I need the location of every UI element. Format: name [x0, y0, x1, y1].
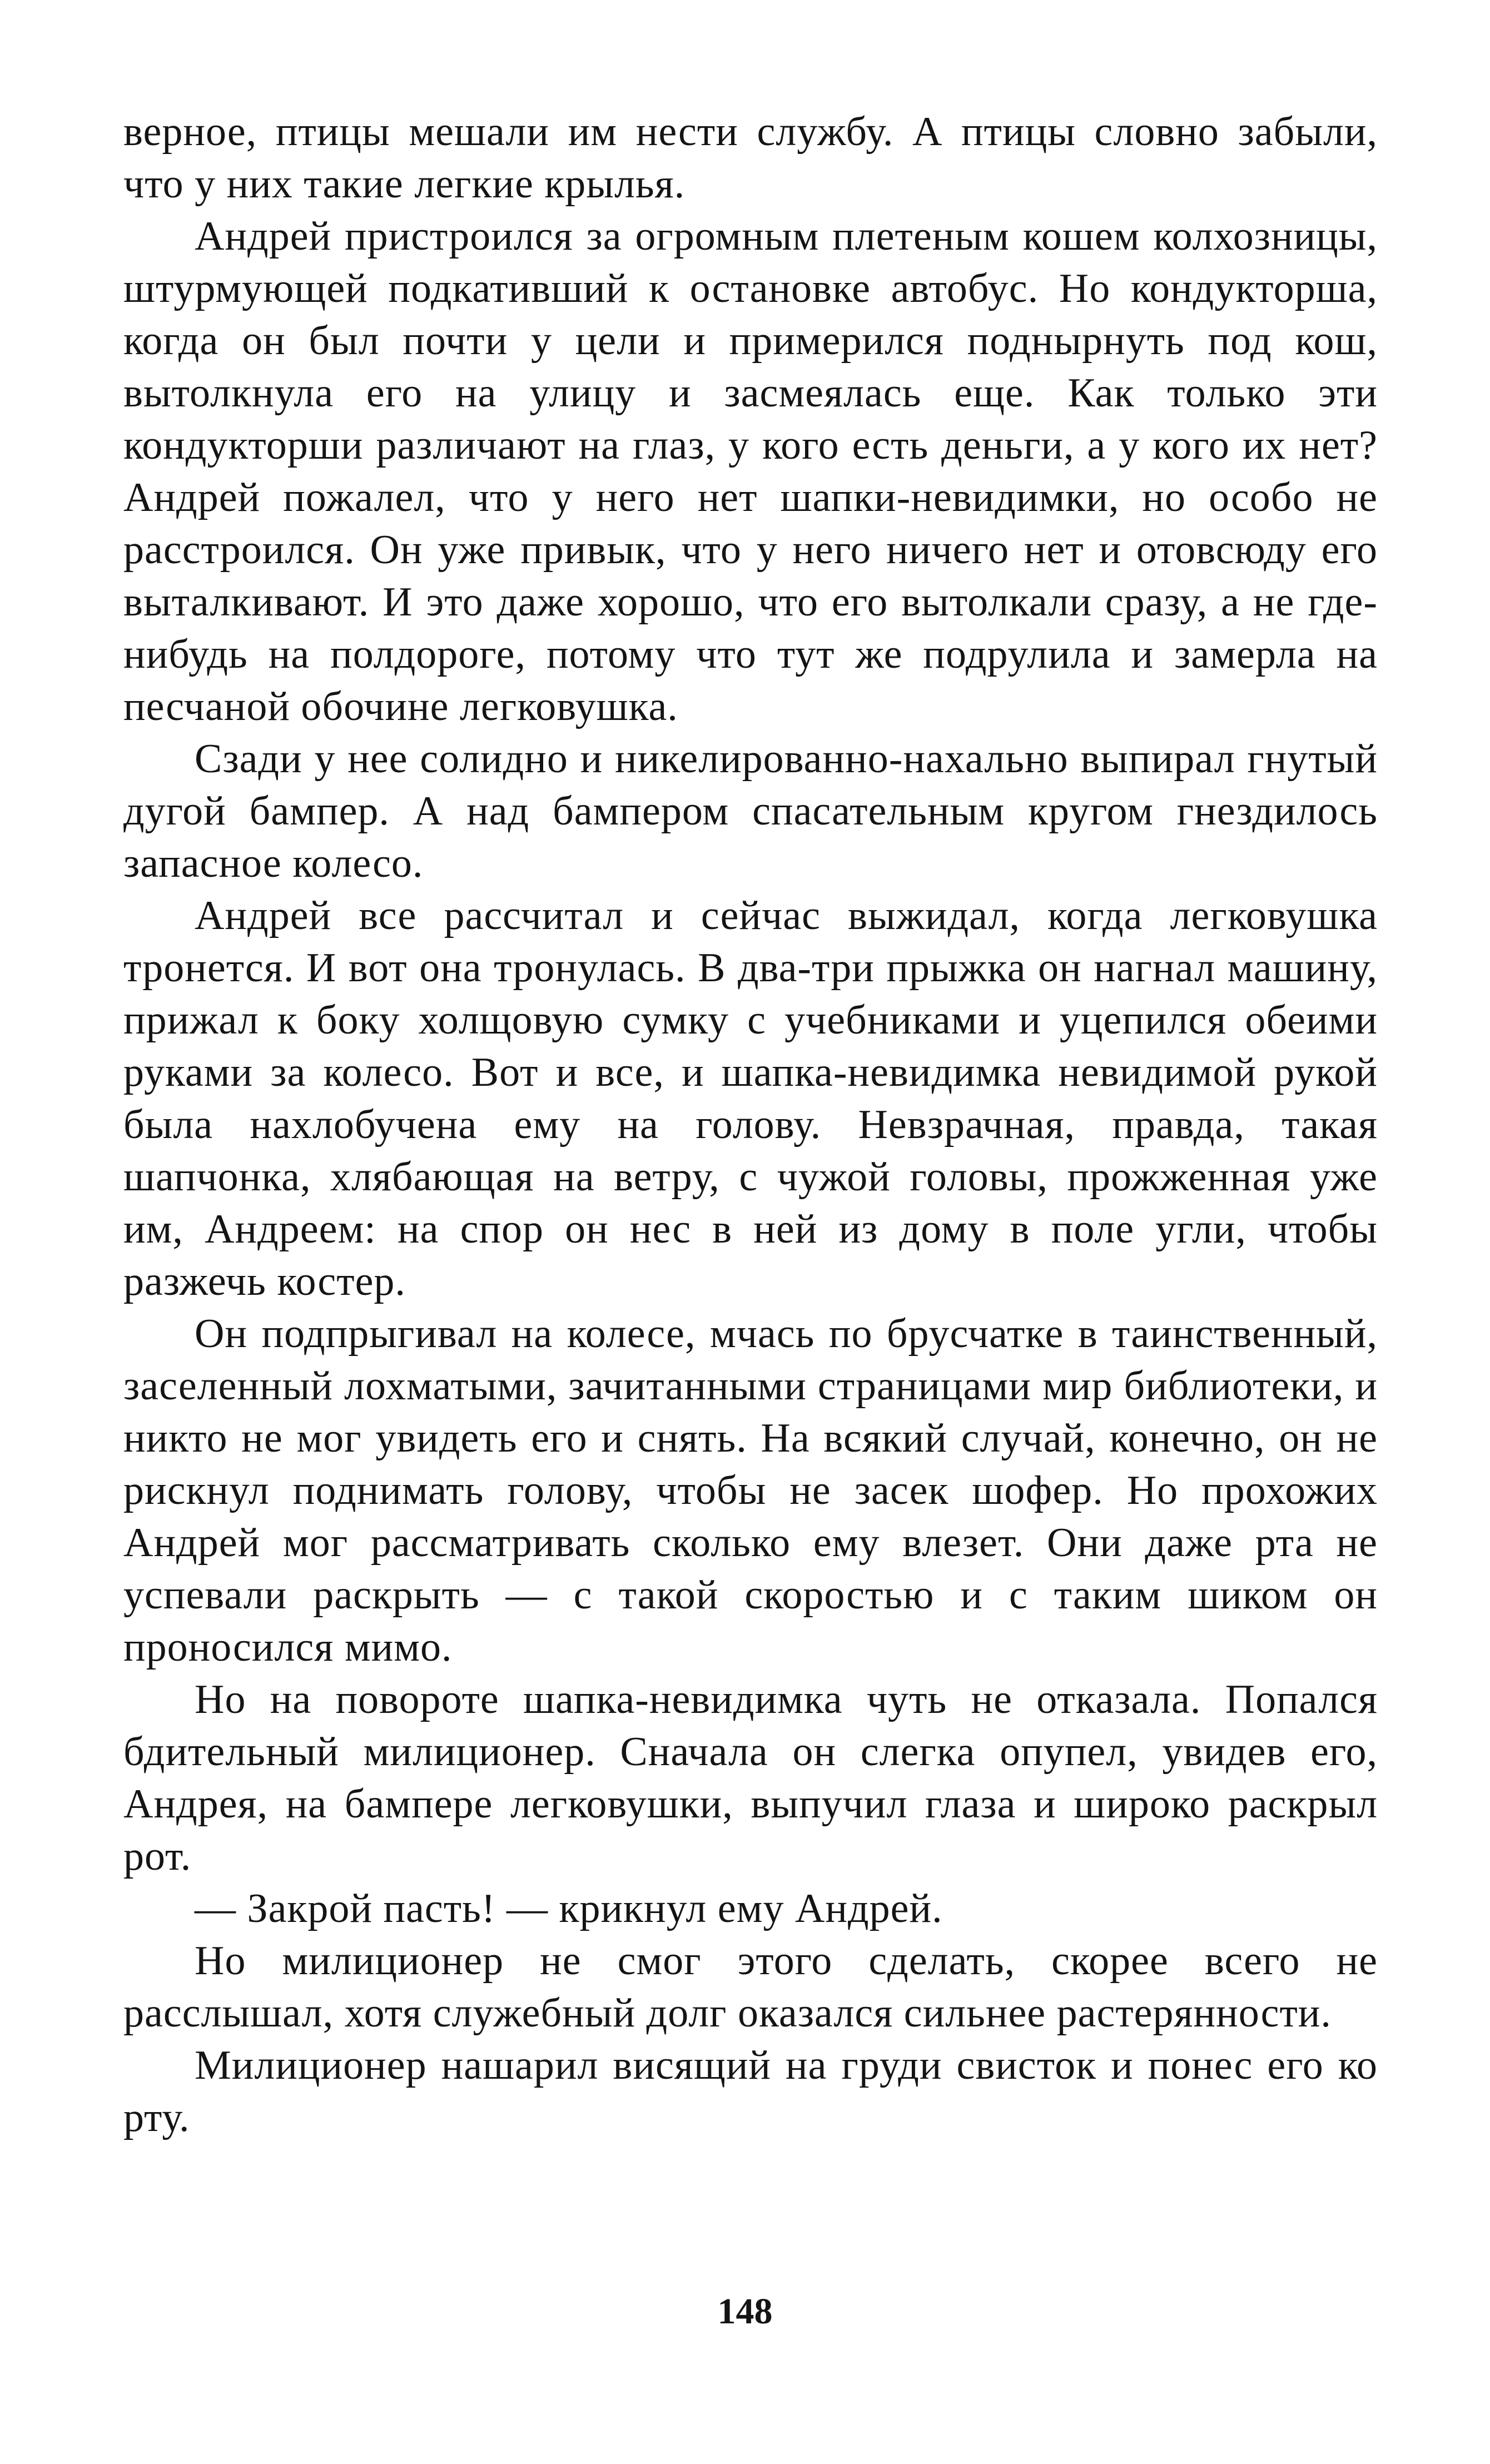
paragraph-5: Он подпрыгивал на колесе, мчась по брусчатке в таинственный, заселенный лохматыми, зачитанными страницами мир библиотеки, и никто не мог увидеть его и снять. На всякий случай, конечно, он не рискнул поднимать голову, чтобы не засек шофер. Но прохожих Андрей мог рассматривать сколько ему влезет. Они даже рта не успевали раскрыть — с такой скоростью и с таким шиком он проносился мимо.: [123, 1311, 1378, 1670]
paragraph-2: Андрей пристроился за огромным плетеным кошем колхозницы, штурмующей подкативший к остановке автобус. Но кондукторша, когда он был почти у цели и примерился поднырнуть под кош, вытолкнула его на улицу и засмеялась еще. Как только эти кондукторши различают на глаз, у кого есть деньги, а у кого их нет? Андрей пожалел, что у него нет шапки-невидимки, но особо не расстроился. Он уже привык, что у него ничего нет и отовсюду его выталкивают. И это даже хорошо, что его вытолкали сразу, а не где-нибудь на полдороге, потому что тут же подрулила и замерла на песчаной обочине легковушка.: [123, 213, 1378, 729]
paragraph-3: Сзади у нее солидно и никелированно-нахально выпирал гнутый дугой бампер. А над бампером спасательным кругом гнездилось запасное колесо.: [123, 736, 1378, 886]
paragraph-9: Милиционер нашарил висящий на груди свисток и понес его ко рту.: [123, 2043, 1378, 2140]
page-number: 148: [717, 2291, 773, 2332]
paragraph-8: Но милиционер не смог этого сделать, скорее всего не расслышал, хотя служебный долг оказался сильнее растерянности.: [123, 1938, 1378, 2036]
paragraph-1: верное, птицы мешали им нести службу. А птицы словно забыли, что у них такие легкие крылья.: [123, 109, 1378, 207]
body-text: [123, 106, 1378, 2144]
paragraph-7-dialogue: — Закрой пасть! — крикнул ему Андрей.: [195, 1886, 943, 1931]
paragraph-6: Но на повороте шапка-невидимка чуть не отказала. Попался бдительный милиционер. Сначала он слегка опупел, увидев его, Андрея, на бампере легковушки, выпучил глаза и широко раскрыл рот.: [123, 1677, 1378, 1879]
paragraph-4: Андрей все рассчитал и сейчас выжидал, когда легковушка тронется. И вот она тронулась. В два-три прыжка он нагнал машину, прижал к боку холщовую сумку с учебниками и уцепился обеими руками за колесо. Вот и все, и шапка-невидимка невидимой рукой была нахлобучена ему на голову. Невзрачная, правда, такая шапчонка, хлябающая на ветру, с чужой головы, прожженная уже им, Андреем: на спор он нес в ней из дому в поле угли, чтобы разжечь костер.: [123, 893, 1378, 1304]
